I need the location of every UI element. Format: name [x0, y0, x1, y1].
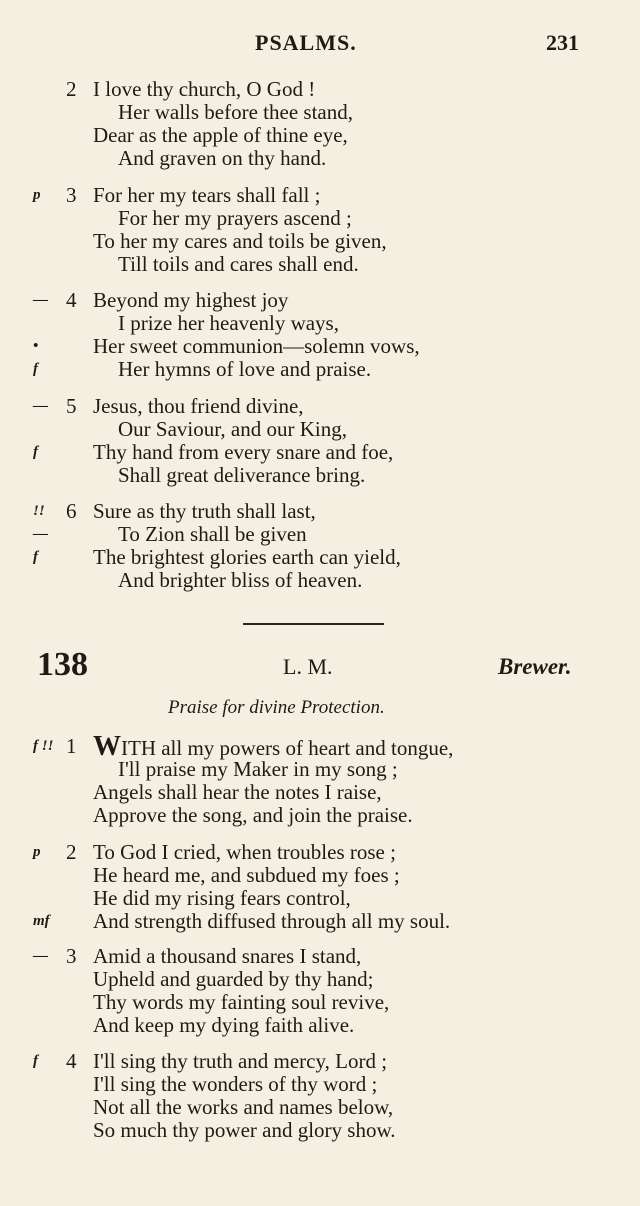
verse-line: Jesus, thou friend divine,: [93, 394, 304, 418]
verse-line: Amid a thousand snares I stand,: [93, 944, 362, 968]
dynamic-mark: f !!: [33, 738, 54, 754]
verse-line: For her my prayers ascend ;: [118, 206, 352, 230]
dynamic-mark: •: [33, 338, 39, 354]
verse-line: The brightest glories earth can yield,: [93, 545, 401, 569]
verse-line: He did my rising fears control,: [93, 886, 351, 910]
verse-line: Approve the song, and join the praise.: [93, 803, 413, 827]
verse-line: I love thy church, O God !: [93, 77, 316, 101]
verse-line: Her sweet communion—solemn vows,: [93, 334, 420, 358]
verse-number: 3: [66, 944, 77, 968]
running-head-title: PSALMS.: [255, 30, 357, 55]
verse-line: Thy words my fainting soul revive,: [93, 990, 390, 1014]
running-head: [0, 30, 640, 60]
verse-line: Dear as the apple of thine eye,: [93, 123, 348, 147]
verse-line: Till toils and cares shall end.: [118, 252, 359, 276]
verse-number: 6: [66, 499, 77, 523]
verse-number: 4: [66, 288, 77, 312]
first-line-rest: ITH all my powers of heart and tongue,: [121, 736, 454, 760]
dynamic-mark: f: [33, 549, 38, 565]
verse-line: Angels shall hear the notes I raise,: [93, 780, 382, 804]
verse-line: Not all the works and names below,: [93, 1095, 394, 1119]
dynamic-mark: f: [33, 444, 38, 460]
verse-line: And graven on thy hand.: [118, 146, 327, 170]
dynamic-mark: f: [33, 1053, 38, 1069]
dynamic-mark: —: [33, 526, 48, 542]
verse-number: 2: [66, 77, 77, 101]
verse-line: Upheld and guarded by thy hand;: [93, 967, 374, 991]
dynamic-mark: !!: [33, 503, 45, 519]
verse-line: I'll praise my Maker in my song ;: [118, 757, 398, 781]
verse-line: Sure as thy truth shall last,: [93, 499, 316, 523]
hymn-subtitle: Praise for divine Protection.: [168, 697, 385, 718]
verse-line: Thy hand from every snare and foe,: [93, 440, 394, 464]
verse-line: And keep my dying faith alive.: [93, 1013, 355, 1037]
verse-line: Shall great deliverance bring.: [118, 463, 366, 487]
drop-cap: W: [93, 731, 121, 762]
verse-line: Our Saviour, and our King,: [118, 417, 347, 441]
verse-number: 3: [66, 183, 77, 207]
dynamic-mark: —: [33, 292, 48, 308]
dynamic-mark: mf: [33, 913, 50, 929]
section-divider: [243, 623, 384, 625]
verse-line: To Zion shall be given: [118, 522, 307, 546]
verse-line: And strength diffused through all my soul.: [93, 909, 451, 933]
verse-line: Her hymns of love and praise.: [118, 357, 372, 381]
hymn-tune: Brewer.: [498, 654, 572, 679]
verse-number: 4: [66, 1049, 77, 1073]
verse-line: Beyond my highest joy: [93, 288, 289, 312]
verse-line: I prize her heavenly ways,: [118, 311, 339, 335]
verse-line: I'll sing thy truth and mercy, Lord ;: [93, 1049, 388, 1073]
verse-line: To God I cried, when troubles rose ;: [93, 840, 396, 864]
verse-line: I'll sing the wonders of thy word ;: [93, 1072, 378, 1096]
verse-line: And brighter bliss of heaven.: [118, 568, 363, 592]
verse-line: So much thy power and glory show.: [93, 1118, 396, 1142]
dynamic-mark: —: [33, 398, 48, 414]
hymn-header: [0, 646, 640, 690]
verse-line: Her walls before thee stand,: [118, 100, 353, 124]
verse-number: 2: [66, 840, 77, 864]
verse-line: For her my tears shall fall ;: [93, 183, 321, 207]
hymn-meter: L. M.: [283, 654, 333, 679]
dynamic-mark: —: [33, 948, 48, 964]
dynamic-mark: p: [33, 187, 41, 203]
verse-number: 1: [66, 734, 77, 758]
dynamic-mark: f: [33, 361, 38, 377]
verse-line: To her my cares and toils be given,: [93, 229, 387, 253]
verse-number: 5: [66, 394, 77, 418]
page-number: 231: [546, 30, 579, 55]
dynamic-mark: p: [33, 844, 41, 860]
verse-line: He heard me, and subdued my foes ;: [93, 863, 400, 887]
hymn-number: 138: [37, 646, 88, 683]
